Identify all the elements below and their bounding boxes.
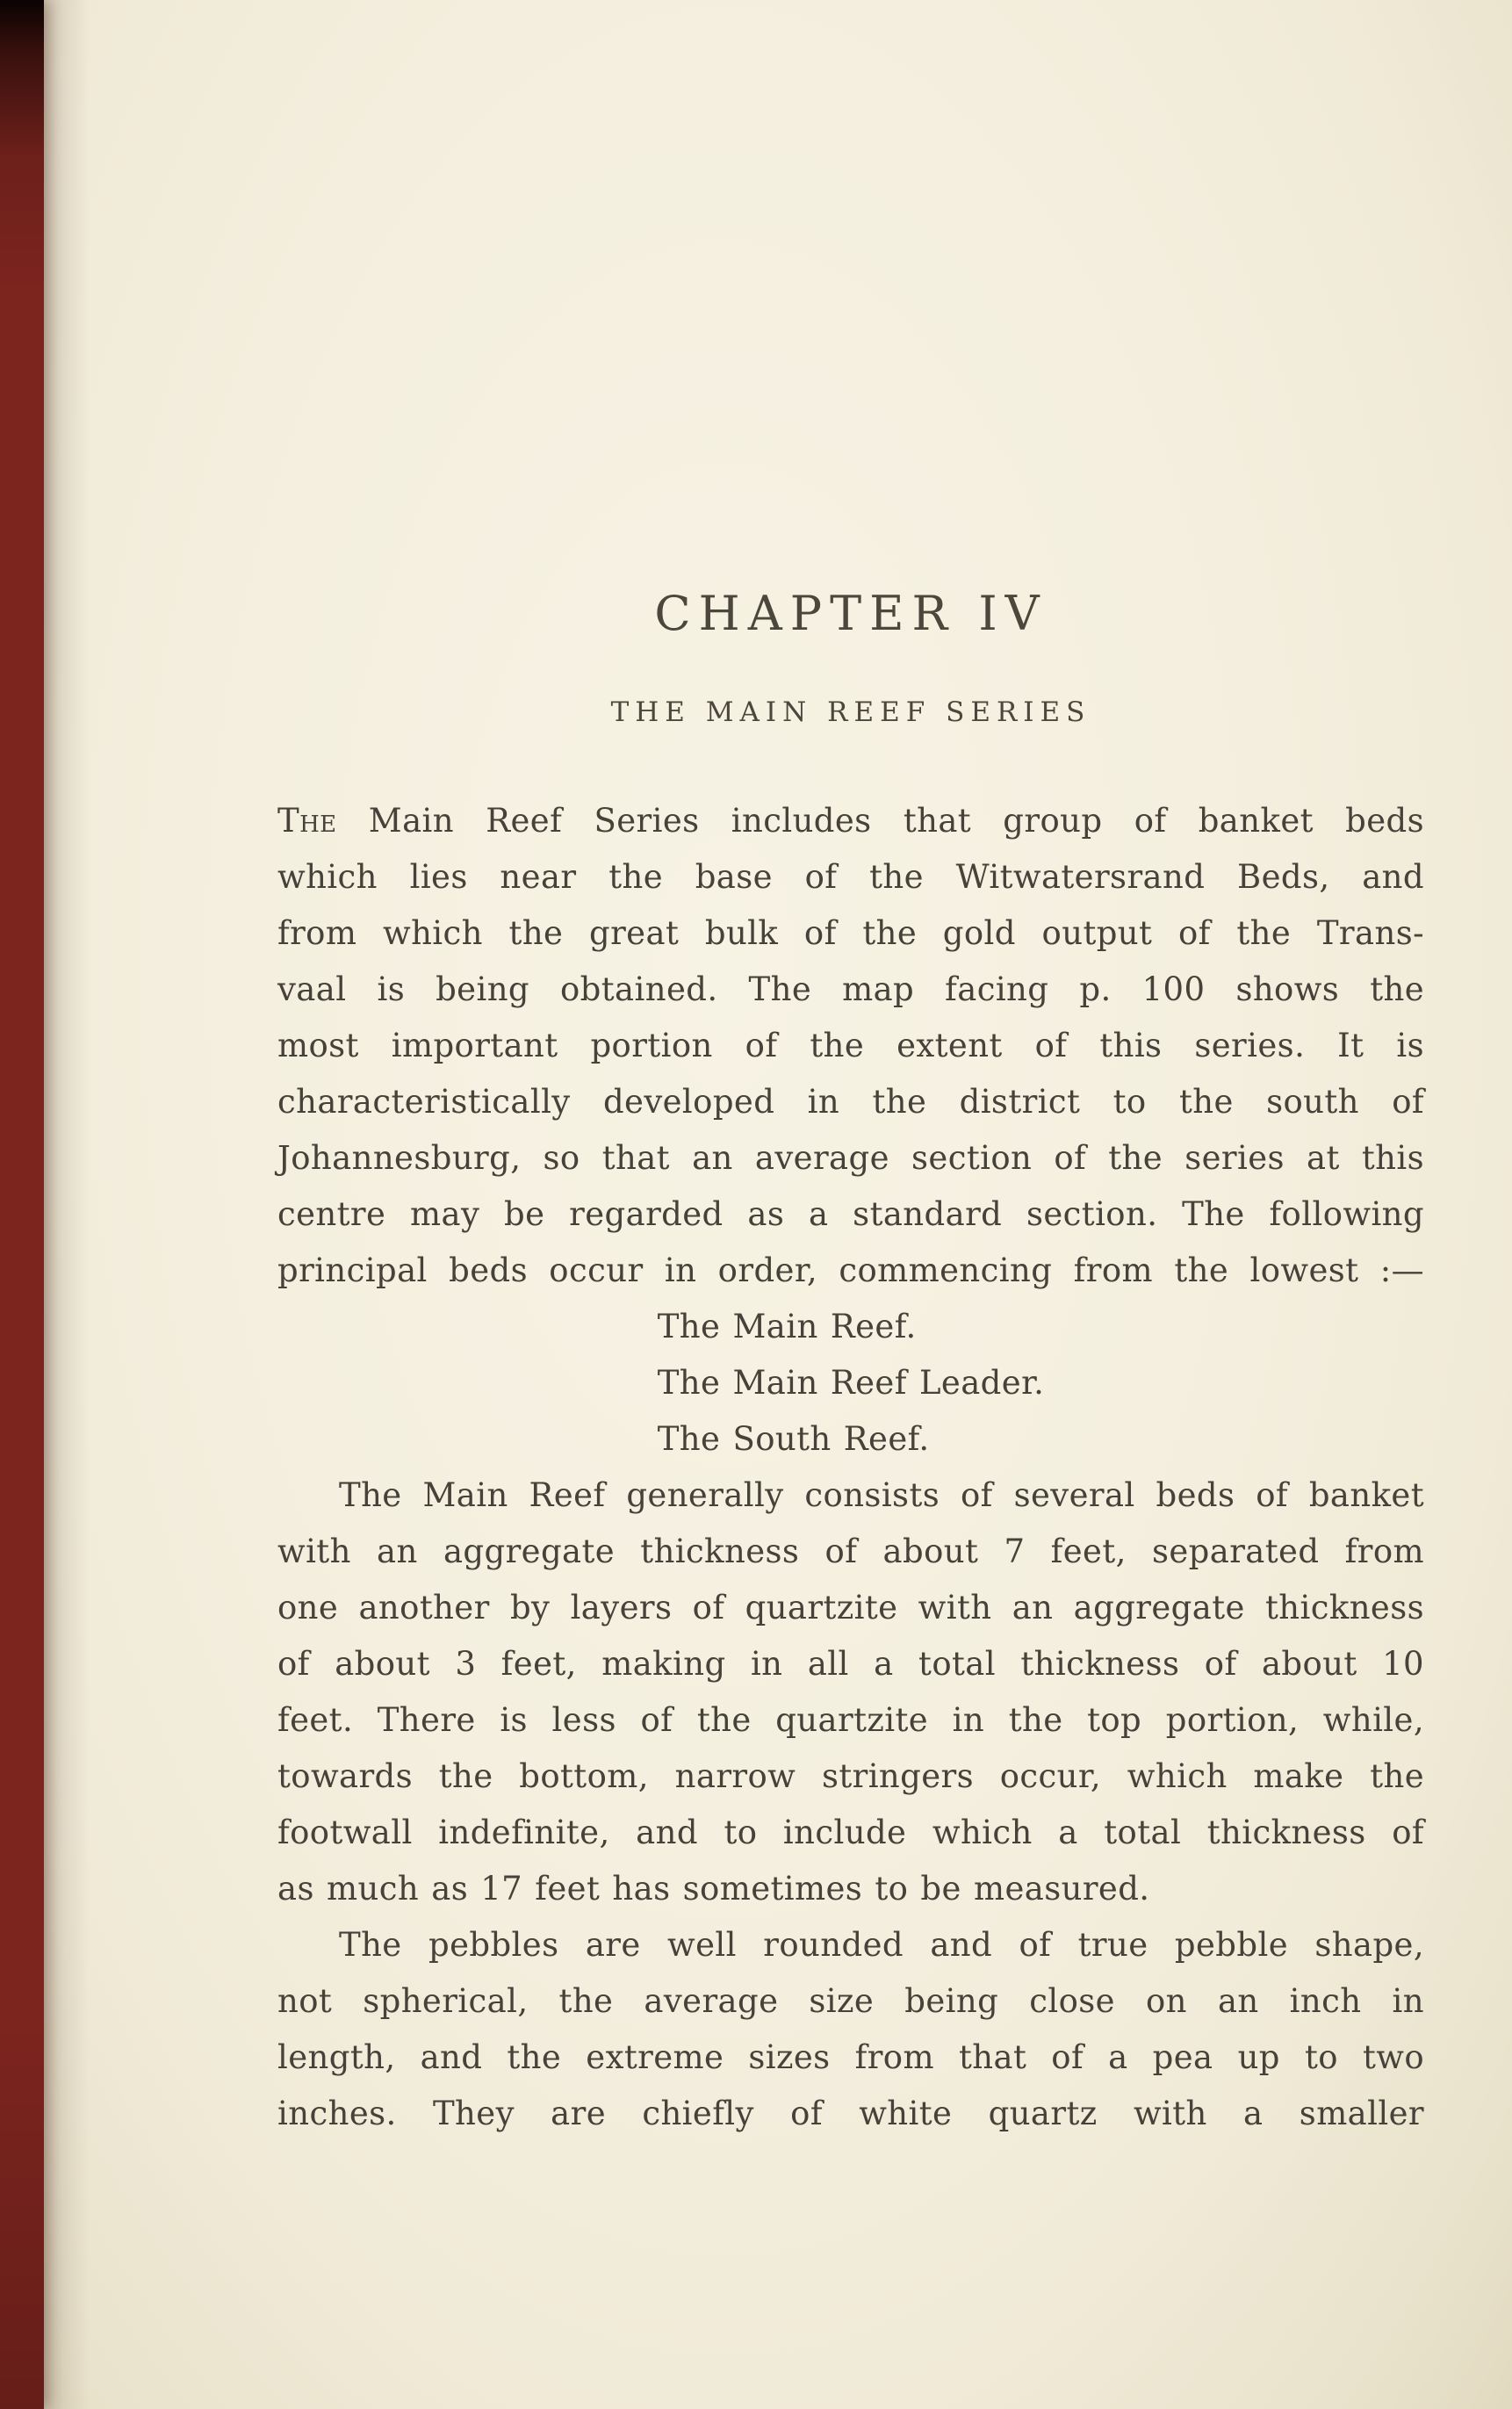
text-line: The Main Reef generally consists of several beds of banket xyxy=(339,1476,1424,1514)
text-line: length, and the extreme sizes from that of a pea up to two xyxy=(277,2038,1424,2076)
text-line: one another by layers of quartzite with an aggregate thickness xyxy=(277,1589,1424,1626)
text-line: principal beds occur in order, commencing from the lowest :— xyxy=(277,1251,1424,1289)
text-line: most important portion of the extent of this series. It is xyxy=(277,1027,1424,1064)
text-line-rest: Main Reef Series includes that group of banket beds xyxy=(336,802,1424,840)
text-line: feet. There is less of the quartzite in the top portion, while, xyxy=(277,1701,1424,1739)
paragraph-1 xyxy=(277,793,1424,1299)
book-spine-strip xyxy=(0,0,44,2409)
paragraph-3 xyxy=(277,1917,1424,2142)
spine-shadow xyxy=(44,0,90,2409)
text-line: centre may be regarded as a standard section. The following xyxy=(277,1195,1424,1233)
text-line: not spherical, the average size being close on an inch in xyxy=(277,1982,1424,2020)
text-line xyxy=(277,793,1424,849)
page-content xyxy=(277,0,1424,2142)
chapter-heading: CHAPTER IV xyxy=(654,586,1048,641)
text-line: footwall indefinite, and to include which a total thickness of xyxy=(277,1814,1424,1851)
text-line: which lies near the base of the Witwatersrand Beds, and xyxy=(277,858,1424,896)
text-line: from which the great bulk of the gold output of the Trans- xyxy=(277,914,1424,952)
reef-list xyxy=(658,1299,1045,1468)
text-line: with an aggregate thickness of about 7 feet, separated from xyxy=(277,1533,1424,1570)
lead-word: The xyxy=(277,802,337,840)
text-line: vaal is being obtained. The map facing p. 100 shows the xyxy=(277,970,1424,1008)
text-line: of about 3 feet, making in all a total thickness of about 10 xyxy=(277,1645,1424,1683)
text-line: Johannesburg, so that an average section of the series at this xyxy=(277,1139,1424,1177)
text-line: characteristically developed in the district to the south of xyxy=(277,1083,1424,1121)
paragraph-2 xyxy=(277,1468,1424,1917)
text-line: as much as 17 feet has sometimes to be measured. xyxy=(277,1870,1150,1908)
text-line: inches. They are chiefly of white quartz with a smaller xyxy=(277,2095,1424,2132)
text-line: towards the bottom, narrow stringers occur, which make the xyxy=(277,1757,1424,1795)
reef-list-item: The Main Reef. xyxy=(657,1308,917,1345)
text-line: The pebbles are well rounded and of true pebble shape, xyxy=(339,1926,1424,1964)
section-heading: THE MAIN REEF SERIES xyxy=(610,696,1091,728)
reef-list-item: The South Reef. xyxy=(657,1420,930,1458)
reef-list-item: The Main Reef Leader. xyxy=(657,1364,1045,1402)
